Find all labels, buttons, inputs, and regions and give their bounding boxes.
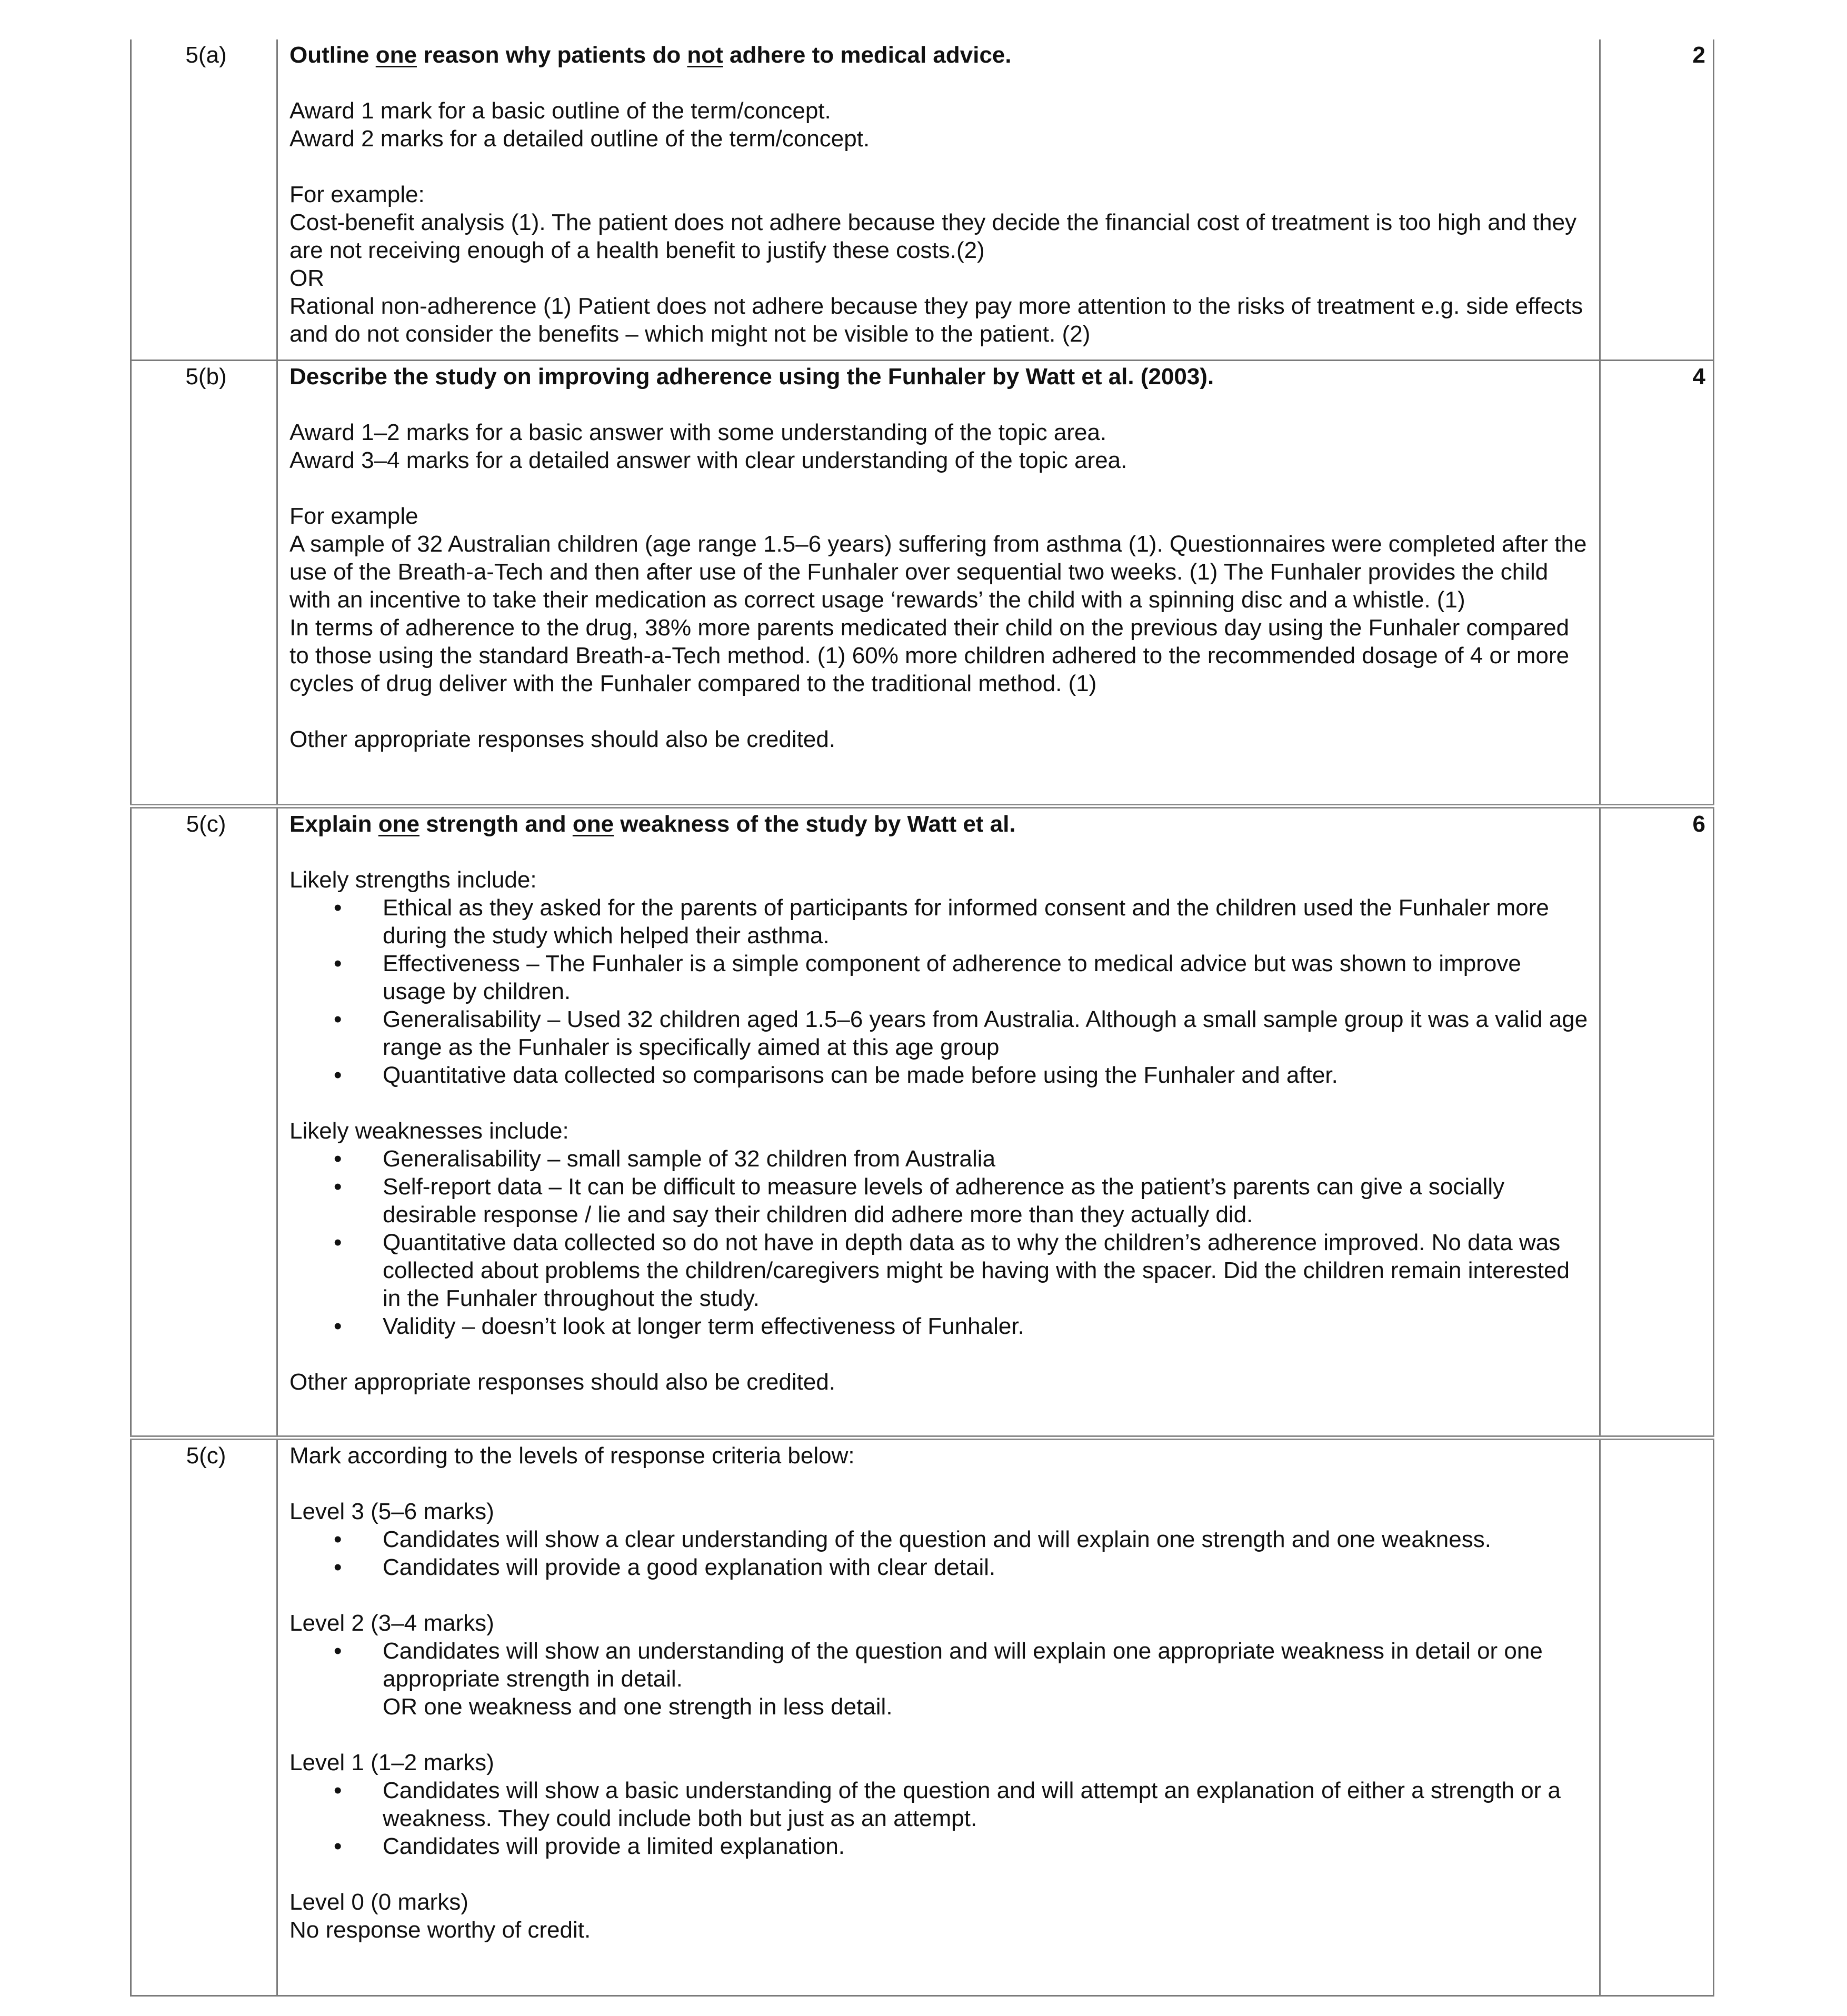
level-heading: Level 0 (0 marks) [289, 1889, 468, 1915]
mark-scheme-table [130, 39, 1714, 1997]
question-text: Explain one strength and one weakness of the study by Watt et al. [289, 811, 1016, 837]
answer-cell [277, 39, 1600, 361]
table-row-5b [131, 361, 1714, 806]
mark-scheme-page [130, 39, 1714, 1997]
answer-cell [277, 361, 1600, 806]
level-heading: Level 2 (3–4 marks) [289, 1610, 494, 1636]
marks-value: 2 [1692, 42, 1705, 68]
example-text: In terms of adherence to the drug, 38% more parents medicated their child on the previous day using the Funhaler compared to those using the standard Breath-a-Tech method. (1) 60% more children adhered to the recommended dosage of 4 or more cycles of drug deliver with the Funhaler compared to the traditional method. (1) [289, 615, 1570, 696]
list-item: • Candidates will provide a limited explanation. [383, 1832, 1589, 1860]
example-text: A sample of 32 Australian children (age range 1.5–6 years) suffering from asthma (1). Questionnaires were completed after the use of the Breath-a-Tech and then after use of the Funhaler over sequential two weeks. (1) The Funhaler provides the child with an incentive to take their medication as correct usage ‘rewards’ the child with a spinning disc and a whistle. (1) [289, 531, 1587, 613]
list-item: • Candidates will provide a good explanation with clear detail. [383, 1553, 1589, 1581]
award-line: Award 1 mark for a basic outline of the term/concept. [289, 98, 831, 124]
question-number-cell [131, 806, 277, 1438]
question-number: 5(b) [185, 364, 227, 390]
table-row-5c-levels [131, 1438, 1714, 1996]
question-number: 5(c) [186, 811, 226, 837]
question-number: 5(a) [185, 42, 227, 68]
credit-note: Other appropriate responses should also be credited. [289, 1369, 836, 1395]
question-number-cell [131, 1438, 277, 1996]
question-number-cell [131, 361, 277, 806]
level-heading: Level 1 (1–2 marks) [289, 1750, 494, 1775]
weaknesses-list [289, 1145, 1589, 1340]
strengths-list [289, 894, 1589, 1089]
marks-cell [1600, 1438, 1714, 1996]
list-item: • Candidates will show an understanding of the question and will explain one appropriate weakness in detail or one appropriate strength in detail. OR one weakness and one strength in less detail. [383, 1637, 1589, 1721]
list-item: • Generalisability – Used 32 children aged 1.5–6 years from Australia. Although a small sample group it was a valid age range as the Funhaler is specifically aimed at this age group [383, 1005, 1589, 1061]
list-item: • Effectiveness – The Funhaler is a simple component of adherence to medical advice but was shown to improve usage by children. [383, 950, 1589, 1005]
answer-cell [277, 806, 1600, 1438]
marks-cell [1600, 806, 1714, 1438]
levels-intro: Mark according to the levels of response criteria below: [289, 1443, 855, 1469]
list-item: • Candidates will show a basic understanding of the question and will attempt an explanation of either a strength or a weakness. They could include both but just as an attempt. [383, 1777, 1589, 1832]
level-1-criteria [289, 1777, 1589, 1860]
weaknesses-heading: Likely weaknesses include: [289, 1118, 569, 1144]
list-item: • Quantitative data collected so comparisons can be made before using the Funhaler and after. [383, 1061, 1589, 1089]
table-row-5a [131, 39, 1714, 361]
level-heading: Level 3 (5–6 marks) [289, 1499, 494, 1524]
marks-cell [1600, 361, 1714, 806]
table-row-5c [131, 806, 1714, 1438]
award-line: Award 2 marks for a detailed outline of the term/concept. [289, 126, 870, 152]
marks-value: 6 [1692, 811, 1705, 837]
level-3-criteria [289, 1525, 1589, 1581]
credit-note: Other appropriate responses should also be credited. [289, 726, 836, 752]
example-text: OR [289, 265, 324, 291]
marks-cell [1600, 39, 1714, 361]
marks-value: 4 [1692, 364, 1705, 390]
strengths-heading: Likely strengths include: [289, 867, 537, 893]
award-line: Award 3–4 marks for a detailed answer with clear understanding of the topic area. [289, 447, 1127, 473]
question-number-cell [131, 39, 277, 361]
example-text: Cost-benefit analysis (1). The patient does not adhere because they decide the financial cost of treatment is too high and they are not receiving enough of a health benefit to justify these costs.(2) [289, 209, 1577, 263]
list-item: • Candidates will show a clear understanding of the question and will explain one strength and one weakness. [383, 1525, 1589, 1553]
level-0-text: No response worthy of credit. [289, 1917, 591, 1943]
list-item: • Generalisability – small sample of 32 children from Australia [383, 1145, 1589, 1173]
question-number: 5(c) [186, 1443, 226, 1469]
question-text: Outline one reason why patients do not adhere to medical advice. [289, 42, 1012, 68]
example-heading: For example [289, 503, 418, 529]
level-2-criteria [289, 1637, 1589, 1721]
example-heading: For example: [289, 182, 425, 207]
answer-cell [277, 1438, 1600, 1996]
question-text: Describe the study on improving adherence using the Funhaler by Watt et al. (2003). [289, 364, 1214, 390]
example-text: Rational non-adherence (1) Patient does not adhere because they pay more attention to the risks of treatment e.g. side effects and do not consider the benefits – which might not be visible to the patient. (2) [289, 293, 1583, 347]
list-item: • Quantitative data collected so do not have in depth data as to why the children’s adherence improved. No data was collected about problems the children/caregivers might be having with the spacer. Did the children remain interested in the Funhaler throughout the study. [383, 1229, 1589, 1312]
award-line: Award 1–2 marks for a basic answer with some understanding of the topic area. [289, 420, 1107, 445]
list-item: • Ethical as they asked for the parents of participants for informed consent and the children used the Funhaler more during the study which helped their asthma. [383, 894, 1589, 950]
list-item: • Self-report data – It can be difficult to measure levels of adherence as the patient’s parents can give a socially desirable response / lie and say their children did adhere more than they actually did. [383, 1173, 1589, 1229]
level-2-alternative: OR one weakness and one strength in less detail. [382, 1694, 893, 1720]
list-item: • Validity – doesn’t look at longer term effectiveness of Funhaler. [383, 1312, 1589, 1340]
